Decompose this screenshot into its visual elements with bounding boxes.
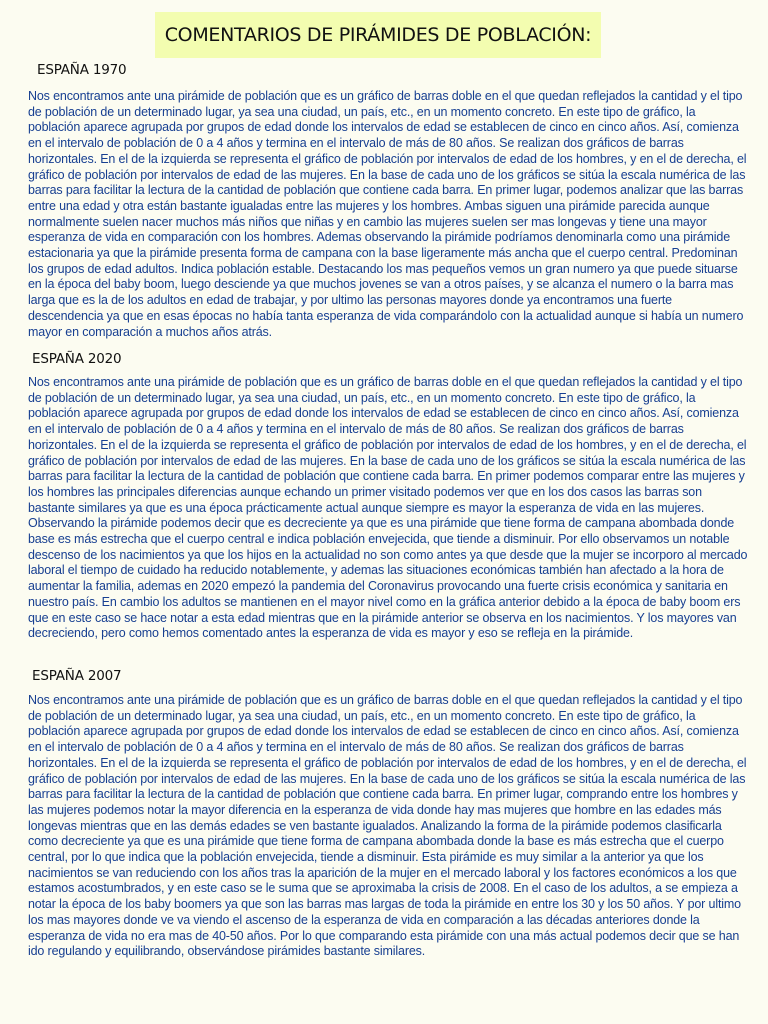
section-heading-2007: ESPAÑA 2007 — [32, 668, 122, 684]
title-banner — [155, 12, 601, 58]
section-body-2007: Nos encontramos ante una pirámide de población que es un gráfico de barras doble en el que quedan reflejados la cantidad y el tipo de población de un determinado lugar, ya sea una ciudad, un país, etc., en un momento concreto. En este tipo de gráfico, la población aparece agrupada por grupos de edad donde los intervalos de edad se establecen de cinco en cinco años. Así, comienza en el intervalo de población de 0 a 4 años y termina en el intervalo de más de 80 años. Se realizan dos gráficos de barras horizontales. En el de la izquierda se representa el gráfico de población por intervalos de edad de los hombres, y en el de derecha, el gráfico de población por intervalos de edad de las mujeres. En la base de cada uno de los gráficos se sitúa la escala numérica de las barras para facilitar la lectura de la cantidad de población que contiene cada barra. En primer lugar, comprando entre los hombres y las mujeres podemos notar la mayor diferencia en la esperanza de vida donde hay mas mujeres que hombre en las edades más longevas mientras que en las demás edades se ven bastante igualados. Analizando la forma de la pirámide podemos clasificarla como decreciente ya que es una pirámide que tiene forma de campana abombada donde la base es más estrecha que el cuerpo central, por lo que indica que la población envejecida, tiende a disminuir. Esta pirámide es muy similar a la anterior ya que los nacimientos se van reduciendo con los años tras la aparición de la mujer en el mercado laboral y los factores económicos a los que estamos acostumbrados, y en este caso se le suma que se aproximaba la crisis de 2008. En el caso de los adultos, a se empieza a notar la época de los baby boomers ya que son las barras mas largas de toda la pirámide en entre los 30 y los 50 años. Y por ultimo los mas mayores donde ve va viendo el ascenso de la esperanza de vida en comparación a las décadas anteriores donde la esperanza de vida no era mas de 40-50 años. Por lo que comparando esta pirámide con una más actual podemos decir que se han ido regulando y equilibrando, observándose pirámides bastante similares. — [28, 693, 747, 959]
section-body-2020: Nos encontramos ante una pirámide de población que es un gráfico de barras doble en el que quedan reflejados la cantidad y el tipo de población de un determinado lugar, ya sea una ciudad, un país, etc., en un momento concreto. En este tipo de gráfico, la población aparece agrupada por grupos de edad donde los intervalos de edad se establecen de cinco en cinco años. Así, comienza en el intervalo de población de 0 a 4 años y termina en el intervalo de más de 80 años. Se realizan dos gráficos de barras horizontales. En el de la izquierda se representa el gráfico de población por intervalos de edad de los hombres, y en el de derecha, el gráfico de población por intervalos de edad de las mujeres. En la base de cada uno de los gráficos se sitúa la escala numérica de las barras para facilitar la lectura de la cantidad de población que contiene cada barra. En primer podemos comparar entre las mujeres y los hombres las principales diferencias aunque echando un primer visitado podemos ver que en los dos casos las barras son bastante similares ya que es una época prácticamente actual aunque siempre es mayor la esperanza de vida en las mujeres. Observando la pirámide podemos decir que es decreciente ya que es una pirámide que tiene forma de campana abombada donde base es más estrecha que el cuerpo central e indica población envejecida, que tiende a disminuir. Por ello observamos un notable descenso de los nacimientos ya que los hijos en la actualidad no son como antes ya que desde que la mujer se incorporo al mercado laboral el tiempo de cuidado ha reducido notablemente, y ademas las situaciones económicas también han afectado a la hora de aumentar la familia, ademas en 2020 empezó la pandemia del Coronavirus provocando una fuerte crisis económica y sanitaria en nuestro país. En cambio los adultos se mantienen en el mayor nivel como en la gráfica anterior debido a la época de baby boom ers que en este caso se hace notar a esta edad mientras que en la pirámide anterior se observa en los nacimientos. Y los mayores van decreciendo, pero como hemos comentado antes la esperanza de vida es mayor y eso se refleja en la pirámide. — [28, 375, 748, 641]
page-title: COMENTARIOS DE PIRÁMIDES DE POBLACIÓN: — [164, 24, 592, 46]
section-heading-1970: ESPAÑA 1970 — [37, 62, 127, 78]
section-body-1970: Nos encontramos ante una pirámide de población que es un gráfico de barras doble en el que quedan reflejados la cantidad y el tipo de población de un determinado lugar, ya sea una ciudad, un país, etc., en un momento concreto. En este tipo de gráfico, la población aparece agrupada por grupos de edad donde los intervalos de edad se establecen de cinco en cinco años. Así, comienza en el intervalo de población de 0 a 4 años y termina en el intervalo de más de 80 años. Se realizan dos gráficos de barras horizontales. En el de la izquierda se representa el gráfico de población por intervalos de edad de los hombres, y en el de derecha, el gráfico de población por intervalos de edad de las mujeres. En la base de cada uno de los gráficos se sitúa la escala numérica de las barras para facilitar la lectura de la cantidad de población que contiene cada barra. En primer lugar, podemos analizar que las barras entre una edad y otra están bastante igualadas entre las mujeres y los hombres. Ambas siguen una pirámide parecida aunque normalmente suelen nacer muchos más niños que niñas y en cambio las mujeres suelen ser mas longevas y tiene una mayor esperanza de vida en comparación con los hombres. Ademas observando la pirámide podríamos denominarla como una pirámide estacionaria ya que la pirámide presenta forma de campana con la base ligeramente más ancha que el cuerpo central. Predominan los grupos de edad adultos. Indica población estable. Destacando los mas pequeños vemos un gran numero ya que puede situarse en la época del baby boom, luego desciende ya que muchos jovenes se van a otros países, y se alcanza el numero o la barra mas larga que es la de los adultos en edad de trabajar, y por ultimo las personas mayores donde ya encontramos una fuerte descendencia ya que en esas épocas no había tanta esperanza de vida comparándolo con la actualidad aunque si había un numero mayor en comparación a muchos años atrás. — [28, 89, 747, 339]
section-heading-2020: ESPAÑA 2020 — [32, 351, 122, 367]
